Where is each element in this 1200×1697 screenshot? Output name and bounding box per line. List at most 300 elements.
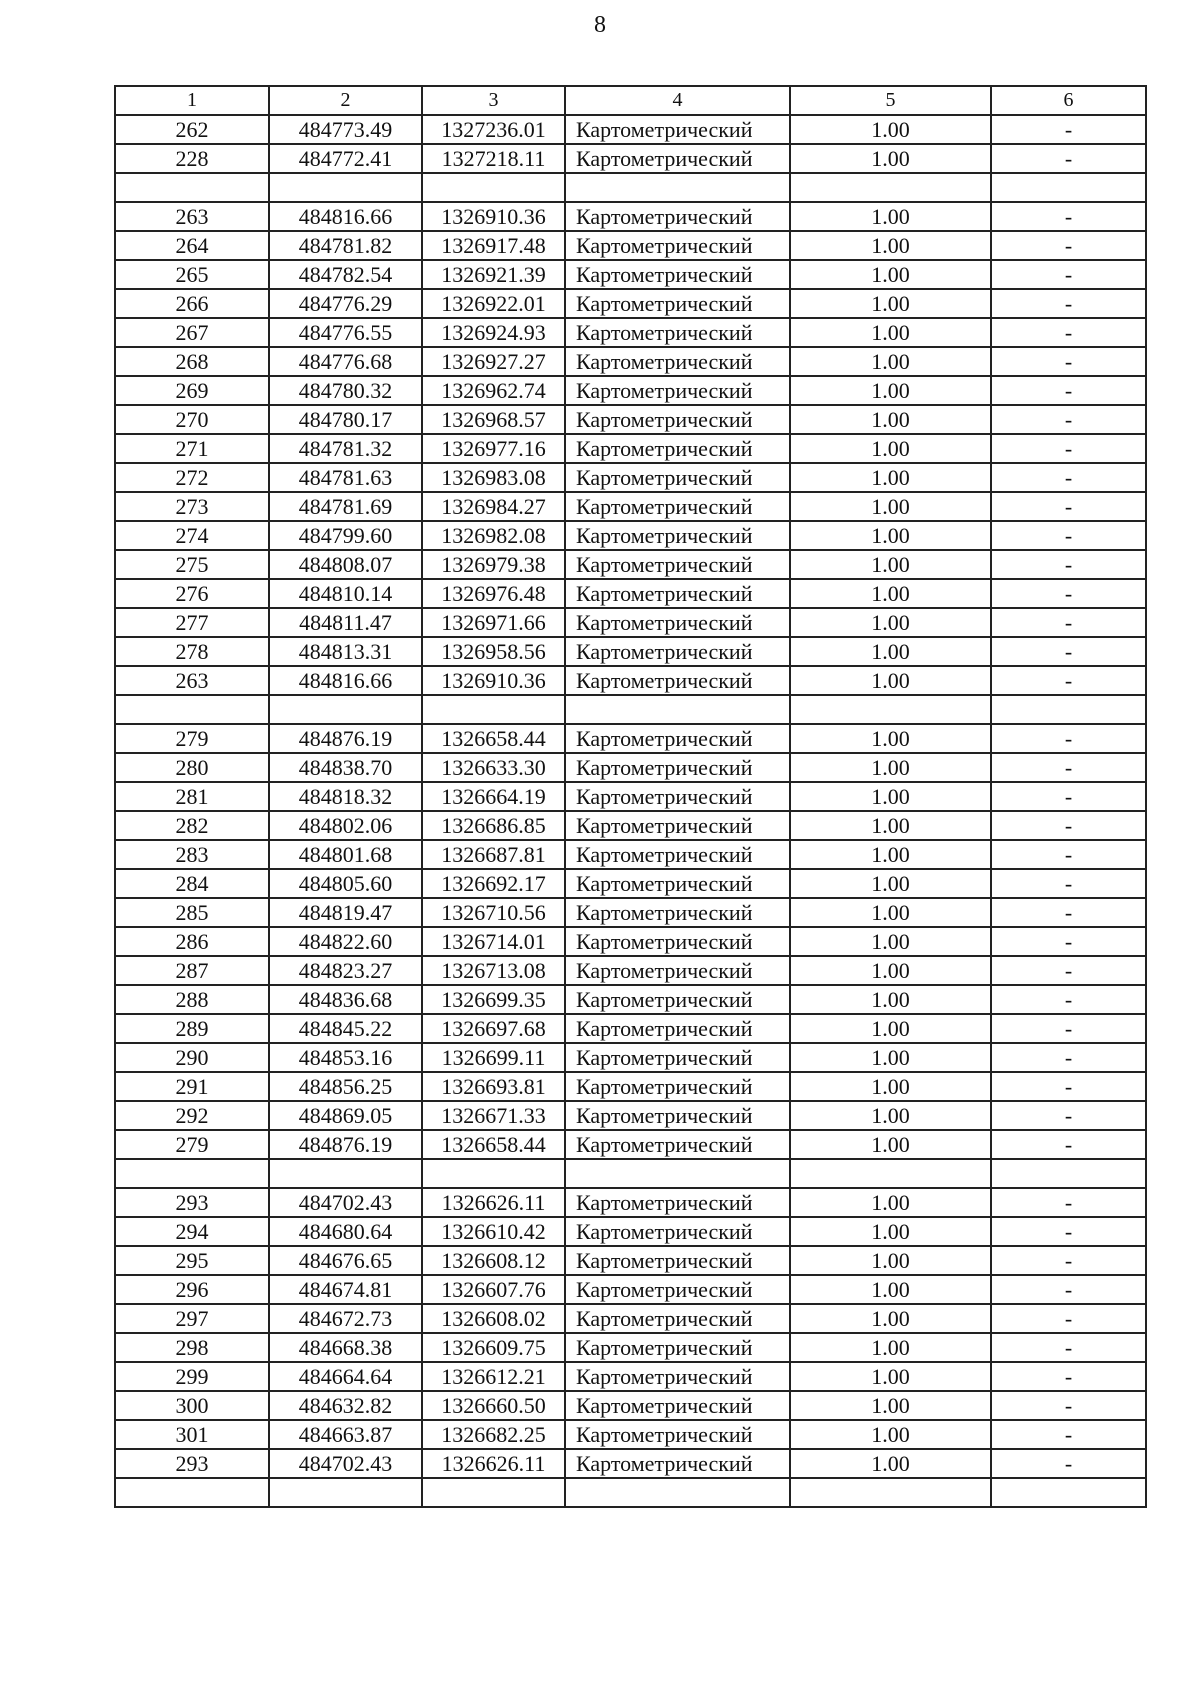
description-cell: - bbox=[991, 1043, 1146, 1072]
method-cell: Картометрический bbox=[565, 521, 790, 550]
x-coordinate-cell: 484808.07 bbox=[269, 550, 422, 579]
point-number-cell: 300 bbox=[115, 1391, 269, 1420]
method-cell: Картометрический bbox=[565, 1072, 790, 1101]
method-cell: Картометрический bbox=[565, 1304, 790, 1333]
accuracy-cell: 1.00 bbox=[790, 956, 991, 985]
header-cell-3: 3 bbox=[422, 86, 565, 115]
coordinates-table bbox=[114, 85, 1147, 1508]
table-row bbox=[115, 521, 1146, 550]
accuracy-cell: 1.00 bbox=[790, 231, 991, 260]
accuracy-cell: 1.00 bbox=[790, 724, 991, 753]
point-number-cell: 293 bbox=[115, 1188, 269, 1217]
method-cell: Картометрический bbox=[565, 144, 790, 173]
point-number-cell: 284 bbox=[115, 869, 269, 898]
point-number-cell: 276 bbox=[115, 579, 269, 608]
accuracy-cell: 1.00 bbox=[790, 811, 991, 840]
accuracy-cell: 1.00 bbox=[790, 1043, 991, 1072]
method-cell: Картометрический bbox=[565, 840, 790, 869]
description-cell: - bbox=[991, 782, 1146, 811]
y-coordinate-cell: 1326626.11 bbox=[422, 1449, 565, 1478]
x-coordinate-cell: 484668.38 bbox=[269, 1333, 422, 1362]
accuracy-cell: 1.00 bbox=[790, 376, 991, 405]
point-number-cell: 262 bbox=[115, 115, 269, 144]
x-coordinate-cell: 484845.22 bbox=[269, 1014, 422, 1043]
description-cell bbox=[991, 1478, 1146, 1507]
accuracy-cell: 1.00 bbox=[790, 898, 991, 927]
description-cell: - bbox=[991, 1101, 1146, 1130]
method-cell: Картометрический bbox=[565, 289, 790, 318]
x-coordinate-cell: 484876.19 bbox=[269, 724, 422, 753]
accuracy-cell: 1.00 bbox=[790, 985, 991, 1014]
table-row bbox=[115, 1188, 1146, 1217]
table-body bbox=[115, 115, 1146, 1507]
description-cell: - bbox=[991, 1014, 1146, 1043]
method-cell: Картометрический bbox=[565, 1275, 790, 1304]
description-cell: - bbox=[991, 579, 1146, 608]
description-cell: - bbox=[991, 1188, 1146, 1217]
accuracy-cell: 1.00 bbox=[790, 1188, 991, 1217]
table-row bbox=[115, 927, 1146, 956]
table-row bbox=[115, 115, 1146, 144]
y-coordinate-cell bbox=[422, 1159, 565, 1188]
method-cell: Картометрический bbox=[565, 1217, 790, 1246]
table-header bbox=[115, 86, 1146, 115]
y-coordinate-cell: 1326917.48 bbox=[422, 231, 565, 260]
x-coordinate-cell: 484676.65 bbox=[269, 1246, 422, 1275]
description-cell bbox=[991, 695, 1146, 724]
x-coordinate-cell: 484801.68 bbox=[269, 840, 422, 869]
x-coordinate-cell: 484853.16 bbox=[269, 1043, 422, 1072]
x-coordinate-cell: 484781.82 bbox=[269, 231, 422, 260]
accuracy-cell: 1.00 bbox=[790, 608, 991, 637]
y-coordinate-cell: 1326610.42 bbox=[422, 1217, 565, 1246]
point-number-cell: 282 bbox=[115, 811, 269, 840]
accuracy-cell: 1.00 bbox=[790, 1362, 991, 1391]
point-number-cell: 270 bbox=[115, 405, 269, 434]
method-cell: Картометрический bbox=[565, 579, 790, 608]
y-coordinate-cell: 1327236.01 bbox=[422, 115, 565, 144]
table-row bbox=[115, 608, 1146, 637]
method-cell: Картометрический bbox=[565, 463, 790, 492]
point-number-cell: 278 bbox=[115, 637, 269, 666]
table-row bbox=[115, 869, 1146, 898]
header-cell-2: 2 bbox=[269, 86, 422, 115]
x-coordinate-cell: 484702.43 bbox=[269, 1188, 422, 1217]
description-cell: - bbox=[991, 144, 1146, 173]
x-coordinate-cell: 484776.29 bbox=[269, 289, 422, 318]
x-coordinate-cell: 484802.06 bbox=[269, 811, 422, 840]
y-coordinate-cell: 1326664.19 bbox=[422, 782, 565, 811]
method-cell bbox=[565, 173, 790, 202]
accuracy-cell: 1.00 bbox=[790, 405, 991, 434]
y-coordinate-cell: 1326608.12 bbox=[422, 1246, 565, 1275]
description-cell: - bbox=[991, 1275, 1146, 1304]
table-row bbox=[115, 289, 1146, 318]
method-cell: Картометрический bbox=[565, 869, 790, 898]
description-cell: - bbox=[991, 840, 1146, 869]
description-cell: - bbox=[991, 260, 1146, 289]
description-cell: - bbox=[991, 753, 1146, 782]
header-cell-5: 5 bbox=[790, 86, 991, 115]
table-row bbox=[115, 579, 1146, 608]
table-row bbox=[115, 231, 1146, 260]
accuracy-cell bbox=[790, 1159, 991, 1188]
x-coordinate-cell: 484836.68 bbox=[269, 985, 422, 1014]
description-cell: - bbox=[991, 637, 1146, 666]
table-row bbox=[115, 637, 1146, 666]
method-cell: Картометрический bbox=[565, 637, 790, 666]
table-row bbox=[115, 1043, 1146, 1072]
accuracy-cell: 1.00 bbox=[790, 144, 991, 173]
accuracy-cell: 1.00 bbox=[790, 753, 991, 782]
method-cell: Картометрический bbox=[565, 1130, 790, 1159]
accuracy-cell bbox=[790, 695, 991, 724]
method-cell: Картометрический bbox=[565, 1362, 790, 1391]
table-row bbox=[115, 144, 1146, 173]
point-number-cell: 269 bbox=[115, 376, 269, 405]
accuracy-cell: 1.00 bbox=[790, 927, 991, 956]
y-coordinate-cell: 1326687.81 bbox=[422, 840, 565, 869]
description-cell: - bbox=[991, 550, 1146, 579]
x-coordinate-cell: 484838.70 bbox=[269, 753, 422, 782]
y-coordinate-cell: 1326609.75 bbox=[422, 1333, 565, 1362]
accuracy-cell: 1.00 bbox=[790, 1130, 991, 1159]
x-coordinate-cell: 484780.32 bbox=[269, 376, 422, 405]
description-cell: - bbox=[991, 666, 1146, 695]
accuracy-cell: 1.00 bbox=[790, 1304, 991, 1333]
point-number-cell: 271 bbox=[115, 434, 269, 463]
accuracy-cell: 1.00 bbox=[790, 434, 991, 463]
table-row bbox=[115, 1449, 1146, 1478]
description-cell: - bbox=[991, 927, 1146, 956]
y-coordinate-cell: 1326713.08 bbox=[422, 956, 565, 985]
description-cell: - bbox=[991, 1449, 1146, 1478]
y-coordinate-cell: 1326910.36 bbox=[422, 202, 565, 231]
method-cell: Картометрический bbox=[565, 318, 790, 347]
y-coordinate-cell: 1326658.44 bbox=[422, 724, 565, 753]
description-cell: - bbox=[991, 434, 1146, 463]
accuracy-cell: 1.00 bbox=[790, 1391, 991, 1420]
x-coordinate-cell: 484674.81 bbox=[269, 1275, 422, 1304]
point-number-cell: 228 bbox=[115, 144, 269, 173]
accuracy-cell: 1.00 bbox=[790, 521, 991, 550]
table-row bbox=[115, 695, 1146, 724]
table-row bbox=[115, 318, 1146, 347]
method-cell: Картометрический bbox=[565, 985, 790, 1014]
table-row bbox=[115, 1101, 1146, 1130]
description-cell bbox=[991, 173, 1146, 202]
table-row bbox=[115, 1217, 1146, 1246]
table-row bbox=[115, 492, 1146, 521]
description-cell: - bbox=[991, 463, 1146, 492]
method-cell: Картометрический bbox=[565, 376, 790, 405]
point-number-cell: 294 bbox=[115, 1217, 269, 1246]
y-coordinate-cell: 1326607.76 bbox=[422, 1275, 565, 1304]
y-coordinate-cell: 1326686.85 bbox=[422, 811, 565, 840]
x-coordinate-cell: 484772.41 bbox=[269, 144, 422, 173]
y-coordinate-cell: 1326671.33 bbox=[422, 1101, 565, 1130]
point-number-cell: 275 bbox=[115, 550, 269, 579]
x-coordinate-cell: 484810.14 bbox=[269, 579, 422, 608]
header-cell-6: 6 bbox=[991, 86, 1146, 115]
point-number-cell: 264 bbox=[115, 231, 269, 260]
x-coordinate-cell: 484799.60 bbox=[269, 521, 422, 550]
method-cell: Картометрический bbox=[565, 666, 790, 695]
accuracy-cell bbox=[790, 1478, 991, 1507]
y-coordinate-cell: 1326699.11 bbox=[422, 1043, 565, 1072]
x-coordinate-cell: 484869.05 bbox=[269, 1101, 422, 1130]
x-coordinate-cell: 484776.55 bbox=[269, 318, 422, 347]
description-cell: - bbox=[991, 318, 1146, 347]
description-cell: - bbox=[991, 521, 1146, 550]
table-row bbox=[115, 1275, 1146, 1304]
x-coordinate-cell: 484819.47 bbox=[269, 898, 422, 927]
accuracy-cell: 1.00 bbox=[790, 1014, 991, 1043]
method-cell: Картометрический bbox=[565, 898, 790, 927]
x-coordinate-cell: 484782.54 bbox=[269, 260, 422, 289]
accuracy-cell: 1.00 bbox=[790, 115, 991, 144]
table-row bbox=[115, 463, 1146, 492]
y-coordinate-cell: 1326633.30 bbox=[422, 753, 565, 782]
x-coordinate-cell: 484773.49 bbox=[269, 115, 422, 144]
y-coordinate-cell: 1326968.57 bbox=[422, 405, 565, 434]
method-cell: Картометрический bbox=[565, 1101, 790, 1130]
description-cell: - bbox=[991, 376, 1146, 405]
method-cell: Картометрический bbox=[565, 927, 790, 956]
description-cell: - bbox=[991, 869, 1146, 898]
point-number-cell: 273 bbox=[115, 492, 269, 521]
description-cell: - bbox=[991, 1391, 1146, 1420]
description-cell: - bbox=[991, 898, 1146, 927]
y-coordinate-cell: 1326682.25 bbox=[422, 1420, 565, 1449]
table-row bbox=[115, 1072, 1146, 1101]
point-number-cell: 298 bbox=[115, 1333, 269, 1362]
method-cell: Картометрический bbox=[565, 811, 790, 840]
y-coordinate-cell: 1326971.66 bbox=[422, 608, 565, 637]
table-row bbox=[115, 782, 1146, 811]
table-row bbox=[115, 753, 1146, 782]
method-cell: Картометрический bbox=[565, 782, 790, 811]
x-coordinate-cell: 484781.63 bbox=[269, 463, 422, 492]
accuracy-cell bbox=[790, 173, 991, 202]
x-coordinate-cell: 484776.68 bbox=[269, 347, 422, 376]
table-row bbox=[115, 550, 1146, 579]
accuracy-cell: 1.00 bbox=[790, 637, 991, 666]
point-number-cell: 272 bbox=[115, 463, 269, 492]
method-cell: Картометрический bbox=[565, 1391, 790, 1420]
point-number-cell: 291 bbox=[115, 1072, 269, 1101]
accuracy-cell: 1.00 bbox=[790, 1101, 991, 1130]
table-row bbox=[115, 666, 1146, 695]
x-coordinate-cell: 484632.82 bbox=[269, 1391, 422, 1420]
point-number-cell: 267 bbox=[115, 318, 269, 347]
y-coordinate-cell: 1326983.08 bbox=[422, 463, 565, 492]
description-cell: - bbox=[991, 1333, 1146, 1362]
description-cell: - bbox=[991, 1217, 1146, 1246]
accuracy-cell: 1.00 bbox=[790, 840, 991, 869]
point-number-cell: 287 bbox=[115, 956, 269, 985]
table-row bbox=[115, 985, 1146, 1014]
y-coordinate-cell bbox=[422, 695, 565, 724]
accuracy-cell: 1.00 bbox=[790, 1420, 991, 1449]
accuracy-cell: 1.00 bbox=[790, 463, 991, 492]
x-coordinate-cell: 484816.66 bbox=[269, 666, 422, 695]
method-cell: Картометрический bbox=[565, 347, 790, 376]
y-coordinate-cell: 1326626.11 bbox=[422, 1188, 565, 1217]
table-row bbox=[115, 956, 1146, 985]
table-row bbox=[115, 898, 1146, 927]
table-row bbox=[115, 1159, 1146, 1188]
method-cell: Картометрический bbox=[565, 1246, 790, 1275]
table-row bbox=[115, 173, 1146, 202]
table-row bbox=[115, 1391, 1146, 1420]
x-coordinate-cell: 484680.64 bbox=[269, 1217, 422, 1246]
method-cell: Картометрический bbox=[565, 492, 790, 521]
point-number-cell: 266 bbox=[115, 289, 269, 318]
point-number-cell: 301 bbox=[115, 1420, 269, 1449]
y-coordinate-cell: 1326710.56 bbox=[422, 898, 565, 927]
table-row bbox=[115, 405, 1146, 434]
accuracy-cell: 1.00 bbox=[790, 260, 991, 289]
y-coordinate-cell: 1326977.16 bbox=[422, 434, 565, 463]
description-cell: - bbox=[991, 956, 1146, 985]
point-number-cell bbox=[115, 695, 269, 724]
table-row bbox=[115, 1420, 1146, 1449]
accuracy-cell: 1.00 bbox=[790, 550, 991, 579]
x-coordinate-cell bbox=[269, 1478, 422, 1507]
description-cell: - bbox=[991, 1072, 1146, 1101]
table-row bbox=[115, 1304, 1146, 1333]
header-cell-4: 4 bbox=[565, 86, 790, 115]
method-cell: Картометрический bbox=[565, 1188, 790, 1217]
y-coordinate-cell: 1326699.35 bbox=[422, 985, 565, 1014]
point-number-cell: 277 bbox=[115, 608, 269, 637]
accuracy-cell: 1.00 bbox=[790, 869, 991, 898]
x-coordinate-cell: 484781.32 bbox=[269, 434, 422, 463]
description-cell: - bbox=[991, 1130, 1146, 1159]
y-coordinate-cell: 1326714.01 bbox=[422, 927, 565, 956]
y-coordinate-cell: 1326608.02 bbox=[422, 1304, 565, 1333]
table-row bbox=[115, 1478, 1146, 1507]
point-number-cell: 279 bbox=[115, 1130, 269, 1159]
y-coordinate-cell: 1326692.17 bbox=[422, 869, 565, 898]
accuracy-cell: 1.00 bbox=[790, 1217, 991, 1246]
point-number-cell bbox=[115, 1159, 269, 1188]
y-coordinate-cell: 1326910.36 bbox=[422, 666, 565, 695]
point-number-cell: 295 bbox=[115, 1246, 269, 1275]
method-cell: Картометрический bbox=[565, 1333, 790, 1362]
description-cell: - bbox=[991, 405, 1146, 434]
x-coordinate-cell: 484781.69 bbox=[269, 492, 422, 521]
x-coordinate-cell: 484822.60 bbox=[269, 927, 422, 956]
table-row bbox=[115, 1014, 1146, 1043]
description-cell: - bbox=[991, 985, 1146, 1014]
y-coordinate-cell: 1326922.01 bbox=[422, 289, 565, 318]
point-number-cell: 297 bbox=[115, 1304, 269, 1333]
description-cell: - bbox=[991, 1304, 1146, 1333]
point-number-cell: 288 bbox=[115, 985, 269, 1014]
x-coordinate-cell: 484780.17 bbox=[269, 405, 422, 434]
accuracy-cell: 1.00 bbox=[790, 1449, 991, 1478]
accuracy-cell: 1.00 bbox=[790, 492, 991, 521]
method-cell: Картометрический bbox=[565, 753, 790, 782]
x-coordinate-cell: 484805.60 bbox=[269, 869, 422, 898]
method-cell: Картометрический bbox=[565, 724, 790, 753]
table-row bbox=[115, 1362, 1146, 1391]
accuracy-cell: 1.00 bbox=[790, 1275, 991, 1304]
point-number-cell: 268 bbox=[115, 347, 269, 376]
y-coordinate-cell: 1326924.93 bbox=[422, 318, 565, 347]
x-coordinate-cell: 484663.87 bbox=[269, 1420, 422, 1449]
header-cell-1: 1 bbox=[115, 86, 269, 115]
y-coordinate-cell: 1327218.11 bbox=[422, 144, 565, 173]
y-coordinate-cell: 1326984.27 bbox=[422, 492, 565, 521]
x-coordinate-cell bbox=[269, 173, 422, 202]
method-cell: Картометрический bbox=[565, 1449, 790, 1478]
accuracy-cell: 1.00 bbox=[790, 782, 991, 811]
point-number-cell: 283 bbox=[115, 840, 269, 869]
x-coordinate-cell bbox=[269, 1159, 422, 1188]
description-cell: - bbox=[991, 115, 1146, 144]
method-cell: Картометрический bbox=[565, 260, 790, 289]
point-number-cell: 289 bbox=[115, 1014, 269, 1043]
x-coordinate-cell: 484702.43 bbox=[269, 1449, 422, 1478]
accuracy-cell: 1.00 bbox=[790, 1333, 991, 1362]
point-number-cell: 274 bbox=[115, 521, 269, 550]
accuracy-cell: 1.00 bbox=[790, 1246, 991, 1275]
table-row bbox=[115, 724, 1146, 753]
x-coordinate-cell: 484876.19 bbox=[269, 1130, 422, 1159]
method-cell: Картометрический bbox=[565, 434, 790, 463]
point-number-cell bbox=[115, 1478, 269, 1507]
table-row bbox=[115, 1130, 1146, 1159]
table-row bbox=[115, 1246, 1146, 1275]
y-coordinate-cell: 1326979.38 bbox=[422, 550, 565, 579]
method-cell: Картометрический bbox=[565, 115, 790, 144]
y-coordinate-cell bbox=[422, 173, 565, 202]
point-number-cell: 293 bbox=[115, 1449, 269, 1478]
description-cell bbox=[991, 1159, 1146, 1188]
point-number-cell: 280 bbox=[115, 753, 269, 782]
point-number-cell: 265 bbox=[115, 260, 269, 289]
accuracy-cell: 1.00 bbox=[790, 1072, 991, 1101]
x-coordinate-cell bbox=[269, 695, 422, 724]
point-number-cell: 292 bbox=[115, 1101, 269, 1130]
description-cell: - bbox=[991, 724, 1146, 753]
x-coordinate-cell: 484856.25 bbox=[269, 1072, 422, 1101]
point-number-cell bbox=[115, 173, 269, 202]
description-cell: - bbox=[991, 1246, 1146, 1275]
header-row bbox=[115, 86, 1146, 115]
method-cell: Картометрический bbox=[565, 956, 790, 985]
x-coordinate-cell: 484664.64 bbox=[269, 1362, 422, 1391]
description-cell: - bbox=[991, 289, 1146, 318]
method-cell bbox=[565, 1159, 790, 1188]
y-coordinate-cell: 1326697.68 bbox=[422, 1014, 565, 1043]
accuracy-cell: 1.00 bbox=[790, 579, 991, 608]
point-number-cell: 279 bbox=[115, 724, 269, 753]
description-cell: - bbox=[991, 1420, 1146, 1449]
accuracy-cell: 1.00 bbox=[790, 289, 991, 318]
accuracy-cell: 1.00 bbox=[790, 347, 991, 376]
x-coordinate-cell: 484811.47 bbox=[269, 608, 422, 637]
description-cell: - bbox=[991, 608, 1146, 637]
table-row bbox=[115, 434, 1146, 463]
method-cell bbox=[565, 695, 790, 724]
method-cell: Картометрический bbox=[565, 405, 790, 434]
description-cell: - bbox=[991, 492, 1146, 521]
accuracy-cell: 1.00 bbox=[790, 202, 991, 231]
